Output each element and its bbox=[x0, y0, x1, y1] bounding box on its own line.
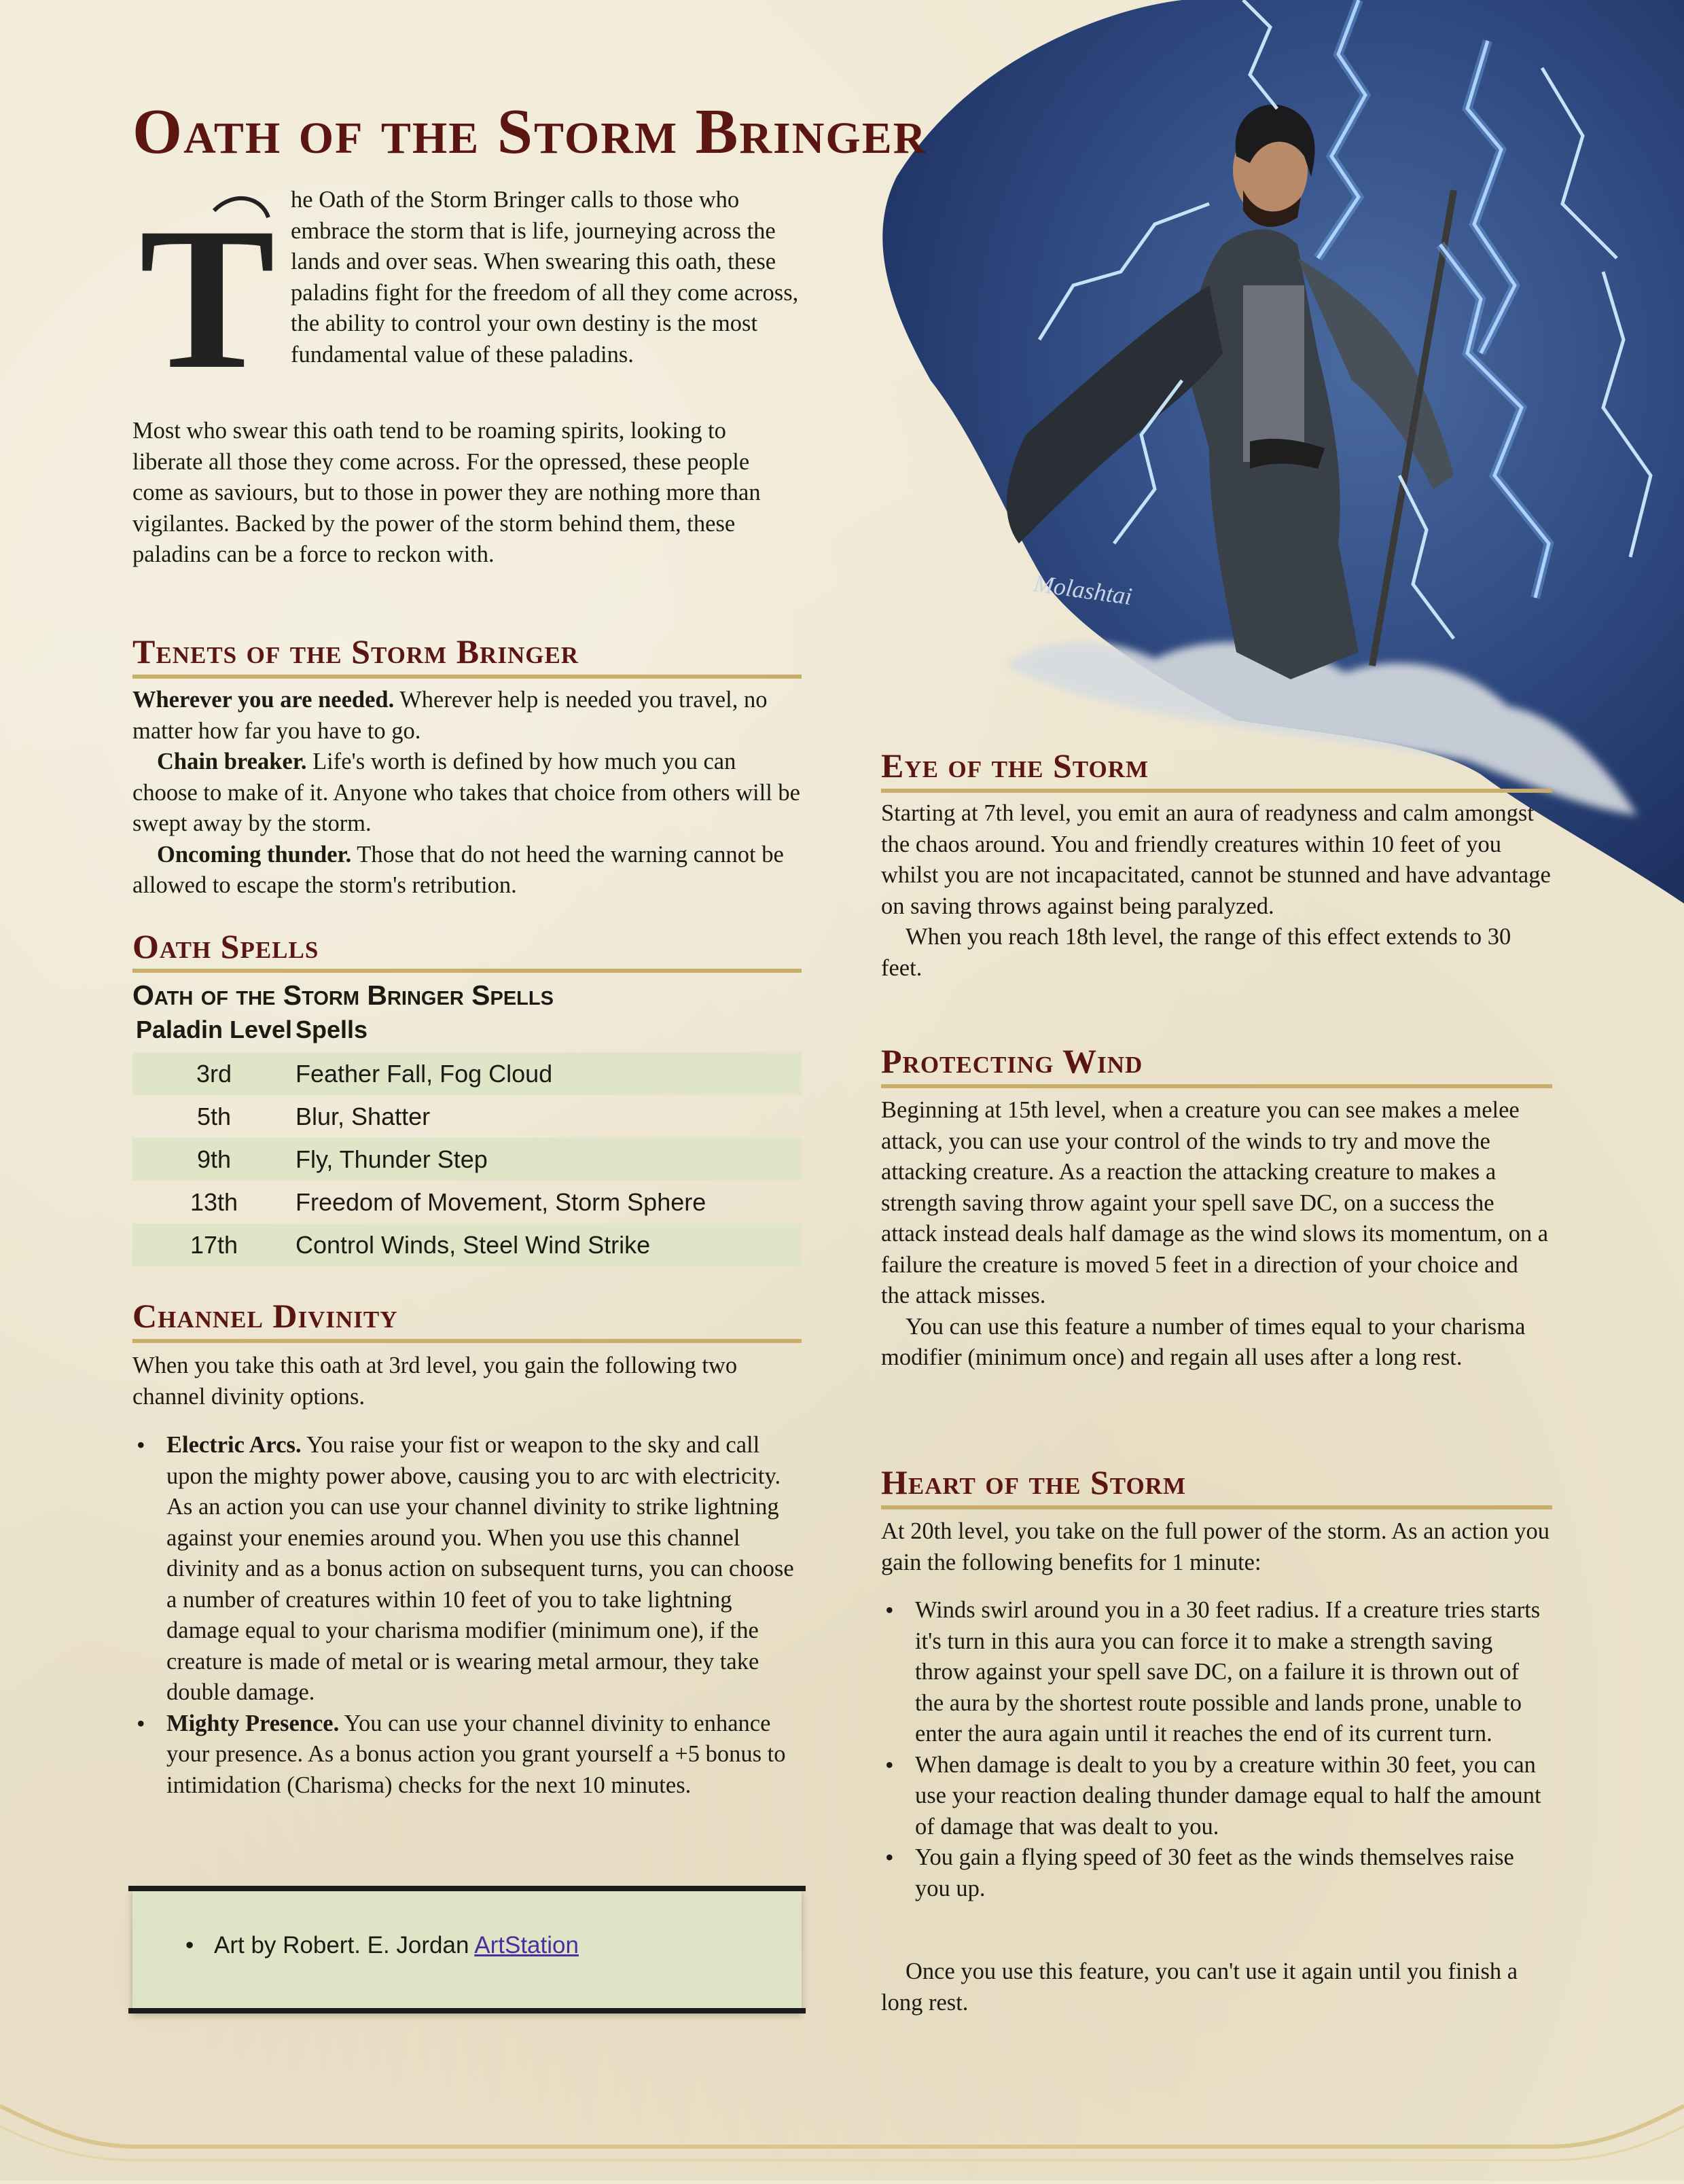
channel-divinity-rule bbox=[132, 1339, 802, 1343]
channel-divinity-heading: Channel Divinity bbox=[132, 1297, 398, 1335]
page-title: Oath of the Storm Bringer bbox=[132, 96, 927, 167]
table-row: 13th Freedom of Movement, Storm Sphere bbox=[190, 1187, 706, 1216]
svg-text:T: T bbox=[139, 185, 276, 401]
tenet-item: Chain breaker. Life's worth is defined by how much you can choose to make of it. Anyone who takes that choice from others will be swept away by the storm. bbox=[132, 749, 800, 836]
table-row: 9th Fly, Thunder Step bbox=[132, 1138, 802, 1181]
protecting-wind-heading: Protecting Wind bbox=[881, 1042, 1143, 1080]
list-item: • Electric Arcs. You raise your fist or weapon to the sky and call upon the mighty power above, causing you to arc with electricity. As an action you can use your channel divinity to strike lightning against your enemies around you. When you use this channel divinity and as a bonus action on subsequent turns, you can choose a number of creatures within 10 feet of you to take lightning damage equal to your charisma modifier (minimum one), if the creature is made of metal or is wearing metal armour, they take double damage. bbox=[166, 1430, 802, 1708]
heart-rule bbox=[881, 1505, 1552, 1509]
intro-paragraph: he Oath of the Storm Bringer calls to those who embrace the storm that is life, journeying across the lands and over seas. When swearing this oath, these paladins fight for the freedom of all they come across, the ability to control your own destiny is the most fundamental value of these paladins. bbox=[291, 187, 799, 368]
table-row: 5th Blur, Shatter bbox=[196, 1102, 431, 1130]
column-header-level: Paladin Level bbox=[135, 1016, 293, 1043]
list-item: • Mighty Presence. You can use your channel divinity to enhance your presence. As a bonus action you grant yourself a +5 bonus to intimidation (Charisma) checks for the next 10 minutes. bbox=[166, 1708, 802, 1802]
channel-divinity-list bbox=[132, 1430, 802, 1801]
dropcap-letter bbox=[132, 183, 282, 401]
tenet-item: Wherever you are needed. Wherever help is needed you travel, no matter how far you have to go. bbox=[132, 687, 768, 744]
artstation-link[interactable]: ArtStation bbox=[474, 1932, 579, 1958]
table-row: 17th Control Winds, Steel Wind Strike bbox=[132, 1223, 802, 1266]
artist-signature: Molashtai bbox=[1031, 569, 1134, 611]
wind-rule bbox=[881, 1084, 1552, 1088]
tenets-rule bbox=[132, 675, 802, 679]
tenet-item: Oncoming thunder. Those that do not heed the warning cannot be allowed to escape the storm's retribution. bbox=[132, 841, 784, 898]
tenets-list bbox=[132, 685, 802, 901]
table-row: 3rd Feather Fall, Fog Cloud bbox=[132, 1052, 802, 1095]
footer-ornament bbox=[0, 2085, 1684, 2181]
note-top-edge bbox=[128, 1886, 806, 1891]
column-header-spells: Spells bbox=[295, 1016, 368, 1043]
note-bottom-edge bbox=[128, 2008, 806, 2013]
heart-of-the-storm-heading: Heart of the Storm bbox=[881, 1463, 1186, 1501]
protecting-wind-text: Beginning at 15th level, when a creature you can see makes a melee attack, you can use your control of the winds to try and move the attacking creature. As a reaction the attacking creature to makes a strength saving throw againt your spell save DC, on a success the attack instead deals half damage as the wind slows its momentum, on a failure the creature is moved 5 feet in a direction of your choice and the attack misses. You can use this feature a number of times equal to your charisma modifier (minimum once) and regain all uses after a long rest. bbox=[881, 1097, 1549, 1370]
art-credit: • Art by Robert. E. Jordan ArtStation bbox=[214, 1932, 579, 1959]
oath-spells-heading: Oath Spells bbox=[132, 927, 319, 965]
list-item: • Winds swirl around you in a 30 feet radius. If a creature tries starts it's turn in this aura you can force it to make a strength saving throw against your spell save DC, on a failure it is thrown out of the aura by the shortest route possible and lands prone, unable to enter the aura again until it reaches the end of its current turn. bbox=[915, 1595, 1552, 1750]
heart-outro: Once you use this feature, you can't use it again until you finish a long rest. bbox=[881, 1958, 1518, 2016]
channel-divinity-intro: When you take this oath at 3rd level, you gain the following two channel divinity options. bbox=[132, 1353, 738, 1410]
intro-paragraph-2: Most who swear this oath tend to be roaming spirits, looking to liberate all those they come across. For the opressed, these people come as saviours, but to those in power they are nothing more than vigilantes. Backed by the power of the storm behind them, these paladins can be a force to reckon with. bbox=[132, 418, 761, 567]
list-item: • You gain a flying speed of 30 feet as the winds themselves raise you up. bbox=[915, 1842, 1552, 1904]
heart-benefit-list bbox=[881, 1595, 1552, 1904]
spell-table-title: Oath of the Storm Bringer Spells bbox=[132, 980, 554, 1011]
oath-spells-rule bbox=[132, 969, 802, 973]
eye-rule bbox=[881, 789, 1552, 793]
art-credit-note bbox=[132, 1888, 802, 2011]
spell-table bbox=[132, 1016, 802, 1266]
eye-of-the-storm-text: Starting at 7th level, you emit an aura of readyness and calm amongst the chaos around. You and friendly creatures within 10 feet of you whilst you are not incapacitated, cannot be stunned and have advantage on saving throws against being paralyzed. When you reach 18th level, the range of this effect extends to 30 feet. bbox=[881, 800, 1551, 981]
list-item: • When damage is dealt to you by a creature within 30 feet, you can use your reaction dealing thunder damage equal to half the amount of damage that was dealt to you. bbox=[915, 1750, 1552, 1843]
tenets-heading: Tenets of the Storm Bringer bbox=[132, 632, 579, 670]
eye-of-the-storm-heading: Eye of the Storm bbox=[881, 747, 1149, 785]
heart-intro: At 20th level, you take on the full power of the storm. As an action you gain the following benefits for 1 minute: bbox=[881, 1518, 1550, 1575]
